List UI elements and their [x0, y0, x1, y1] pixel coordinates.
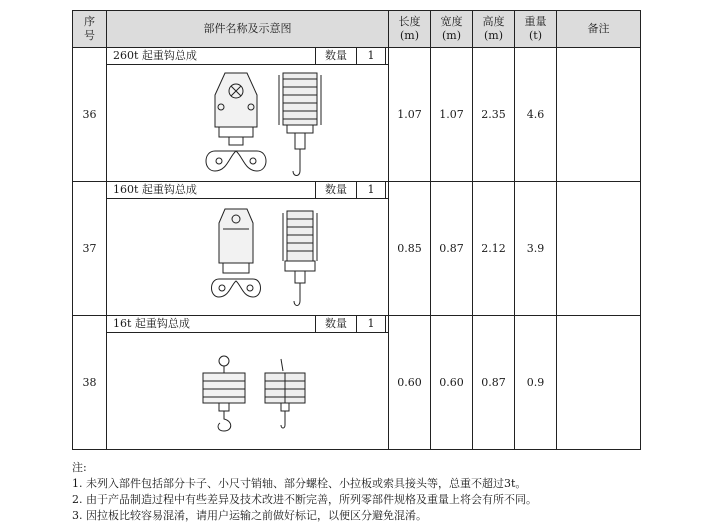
seq-cell: 36: [73, 48, 107, 182]
note-item: 1. 未列入部件包括部分卡子、小尺寸销轴、部分螺栓、小拉板或索具接头等，总重不超过3t。: [72, 477, 527, 490]
qty-value: 1: [357, 316, 386, 332]
part-name-bar: [107, 182, 388, 199]
seq-cell: 38: [73, 316, 107, 450]
hook-diagram-16t: [107, 333, 388, 449]
qty-label: 数量: [316, 48, 357, 64]
height-cell: 2.12: [473, 182, 515, 316]
qty-label: 数量: [316, 182, 357, 198]
part-name-bar: [107, 48, 388, 65]
part-name: 260t 起重钩总成: [107, 48, 316, 64]
parts-table: [72, 10, 641, 450]
width-cell: 1.07: [431, 48, 473, 182]
part-cell: [107, 48, 389, 182]
length-cell: 0.60: [389, 316, 431, 450]
header-length: 长度 (m): [389, 11, 431, 48]
remark-cell: [557, 48, 641, 182]
length-cell: 1.07: [389, 48, 431, 182]
table-row: [73, 316, 641, 450]
remark-cell: [557, 316, 641, 450]
notes-section: [72, 460, 672, 524]
qty-label: 数量: [316, 316, 357, 332]
qty-value: 1: [357, 48, 386, 64]
length-cell: 0.85: [389, 182, 431, 316]
notes-title: 注:: [72, 461, 87, 474]
qty-value: 1: [357, 182, 386, 198]
height-cell: 0.87: [473, 316, 515, 450]
part-name: 16t 起重钩总成: [107, 316, 316, 332]
width-cell: 0.60: [431, 316, 473, 450]
header-name: 部件名称及示意图: [107, 11, 389, 48]
hook-diagram-260t: [107, 65, 388, 181]
header-height: 高度 (m): [473, 11, 515, 48]
header-seq: 序 号: [73, 11, 107, 48]
weight-cell: 0.9: [515, 316, 557, 450]
hook-front-view: [206, 73, 266, 171]
weight-cell: 4.6: [515, 48, 557, 182]
part-cell: [107, 316, 389, 450]
seq-cell: 37: [73, 182, 107, 316]
width-cell: 0.87: [431, 182, 473, 316]
header-remark: 备注: [557, 11, 641, 48]
header-weight: 重量 (t): [515, 11, 557, 48]
table-header-row: [73, 11, 641, 48]
table-row: [73, 48, 641, 182]
note-item: 3. 因拉板比较容易混淆，请用户运输之前做好标记，以便区分避免混淆。: [72, 509, 427, 522]
remark-cell: [557, 182, 641, 316]
note-item: 2. 由于产品制造过程中有些差异及技术改进不断完善，所列零部件规格及重量上将会有所不同。: [72, 493, 537, 506]
hook-diagram-160t: [107, 199, 388, 315]
hook-front-view: [212, 209, 261, 297]
hook-front-view: [203, 356, 245, 431]
hook-side-view: [265, 359, 305, 428]
weight-cell: 3.9: [515, 182, 557, 316]
height-cell: 2.35: [473, 48, 515, 182]
table-row: [73, 182, 641, 316]
part-cell: [107, 182, 389, 316]
hook-side-view: [283, 211, 317, 306]
part-name: 160t 起重钩总成: [107, 182, 316, 198]
part-name-bar: [107, 316, 388, 333]
header-width: 宽度 (m): [431, 11, 473, 48]
hook-side-view: [279, 73, 321, 176]
